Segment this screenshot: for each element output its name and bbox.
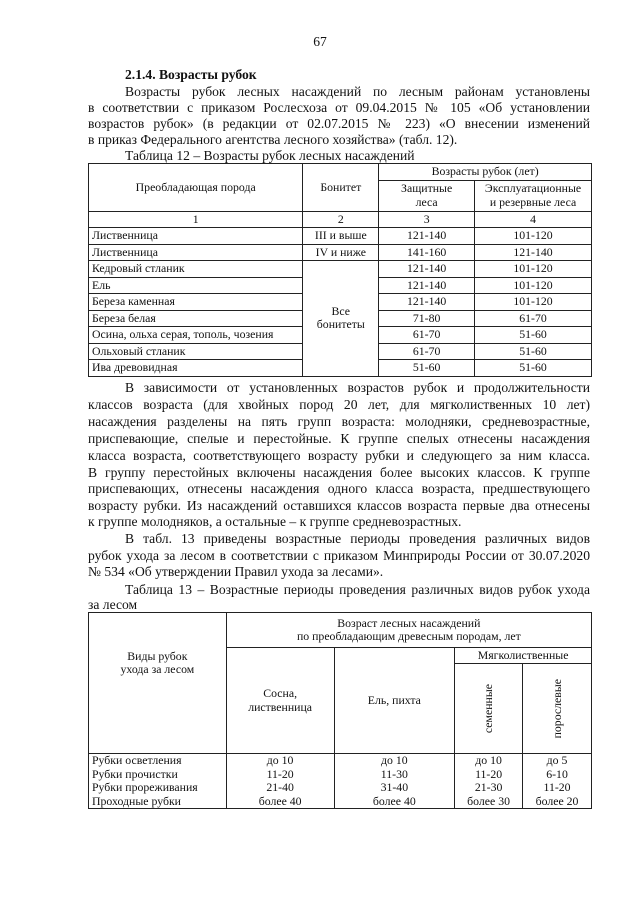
header-coppice: порослевые	[523, 664, 592, 754]
cell-value: более 40	[258, 793, 302, 808]
protective-cell: 61-70	[379, 343, 475, 360]
exploit-cell: 121-140	[475, 244, 592, 261]
col-num: 1	[89, 211, 303, 228]
para2-line: класса возраста, соответствующего возрасту рубки и следующего за ним класса.	[88, 448, 590, 463]
species-cell: Лиственница	[89, 228, 303, 245]
spruce-cell	[334, 754, 455, 809]
cell-value: 11-20	[543, 780, 571, 794]
protective-cell: 51-60	[379, 360, 475, 377]
protective-cell: 121-140	[379, 261, 475, 278]
para2-line: приспевающие, спелые и перестойные. К группе спелых отнесены насаждения	[88, 431, 590, 446]
species-cell: Ольховый стланик	[89, 343, 303, 360]
cell-value: Проходные рубки	[92, 793, 181, 808]
para2-line: В зависимости от установленных возрастов рубок и продолжительности	[125, 380, 590, 395]
header-types: Виды рубок ухода за лесом	[89, 613, 227, 754]
para2-line: В группу перестойных включены насаждения более высоких классов. К группе	[88, 465, 590, 480]
header-soft: Мягколиственные	[455, 648, 592, 664]
species-cell: Кедровый стланик	[89, 261, 303, 278]
cell-value: до 10	[381, 753, 408, 767]
para3-line: В табл. 13 приведены возрастные периоды проведения различных видов	[125, 531, 590, 546]
cell-value: до 10	[475, 753, 502, 767]
exploit-cell: 101-120	[475, 261, 592, 278]
cell-value: более 20	[535, 793, 579, 808]
exploit-cell: 61-70	[475, 310, 592, 327]
para2-line: к группе молодняков, а остальные – к группе средневозрастных.	[88, 514, 462, 529]
para2-line: насаждения разделены на пять групп возраста: молодняки, средневозрастные,	[88, 414, 590, 429]
para2-line: приспевающих, отнесены насаждения одного класса возраста, предшествующего	[88, 481, 590, 496]
species-cell: Береза каменная	[89, 294, 303, 311]
table12-caption: Таблица 12 – Возрасты рубок лесных насаждений	[125, 148, 415, 163]
table-row	[89, 228, 592, 245]
header-age: Возраст лесных насаждений по преобладающим древесным породам, лет	[226, 613, 591, 648]
species-cell: Береза белая	[89, 310, 303, 327]
header-seed: семенные	[455, 664, 523, 754]
header-species: Преобладающая порода	[89, 164, 303, 212]
cell-value: более 40	[372, 793, 416, 808]
exploit-cell: 51-60	[475, 343, 592, 360]
cell-value: Рубки осветления	[92, 753, 182, 767]
para3-line: рубок ухода за лесом в соответствии с приказом Минприроды России от 30.07.2020	[88, 548, 590, 563]
cell-value: 11-20	[475, 766, 503, 781]
bonitet-cell: Все бонитеты	[303, 261, 379, 377]
col-num: 3	[379, 211, 475, 228]
col-num: 4	[475, 211, 592, 228]
header-exploit: Эксплуатационные и резервные леса	[475, 180, 592, 211]
table13-caption: за лесом	[88, 597, 138, 612]
species-cell: Лиственница	[89, 244, 303, 261]
table-row	[89, 261, 592, 278]
bonitet-cell: III и выше	[303, 228, 379, 245]
species-cell: Осина, ольха серая, тополь, чозения	[89, 327, 303, 344]
protective-cell: 71-80	[379, 310, 475, 327]
para1-line: Возрасты рубок лесных насаждений по лесным районам установлены	[125, 84, 590, 99]
para1-line: возрастов рубок» (в редакции от 02.07.2015 № 223) «О внесении изменений	[88, 116, 590, 131]
pine-cell	[226, 754, 334, 809]
section-heading: 2.1.4. Возрасты рубок	[125, 67, 257, 82]
cell-value: до 5	[546, 753, 568, 767]
table-row	[89, 244, 592, 261]
cell-value: 21-30	[474, 780, 503, 794]
protective-cell: 121-140	[379, 294, 475, 311]
para1-line: в соответствии с приказом Рослесхоза от 09.04.2015 № 105 «Об установлении	[88, 100, 590, 115]
header-bonitet: Бонитет	[303, 164, 379, 212]
para1-line: в приказ Федерального агентства лесного хозяйства» (табл. 12).	[88, 132, 458, 147]
exploit-cell: 51-60	[475, 327, 592, 344]
protective-cell: 141-160	[379, 244, 475, 261]
col-num: 2	[303, 211, 379, 228]
cell-value: Рубки прочистки	[92, 766, 178, 781]
coppice-cell	[523, 754, 592, 809]
page-number: 67	[313, 34, 327, 49]
para2-line: возрасту рубки. Из насаждений оставшихся классов возраста первые два отнесены	[88, 498, 590, 513]
types-cell	[89, 754, 227, 809]
protective-cell: 121-140	[379, 277, 475, 294]
header-spruce: Ель, пихта	[334, 648, 455, 754]
bonitet-cell: IV и ниже	[303, 244, 379, 261]
cell-value: 11-30	[380, 766, 408, 781]
cell-value: 6-10	[546, 766, 568, 781]
cell-value: более 30	[467, 793, 511, 808]
exploit-cell: 101-120	[475, 277, 592, 294]
header-pine: Сосна, лиственница	[226, 648, 334, 754]
table13-caption: Таблица 13 – Возрастные периоды проведения различных видов рубок ухода	[125, 582, 590, 597]
header-protective: Защитные леса	[379, 180, 475, 211]
seed-cell	[455, 754, 523, 809]
protective-cell: 121-140	[379, 228, 475, 245]
exploit-cell: 51-60	[475, 360, 592, 377]
para2-line: классов возраста (для хвойных пород 20 лет, для мягколиственных 10 лет)	[88, 397, 590, 412]
table-12	[88, 163, 592, 377]
cell-value: до 10	[266, 753, 294, 767]
cell-value: 31-40	[380, 780, 409, 794]
exploit-cell: 101-120	[475, 228, 592, 245]
cell-value: Рубки прореживания	[92, 780, 198, 794]
protective-cell: 61-70	[379, 327, 475, 344]
cell-value: 11-20	[266, 766, 294, 781]
table-13	[88, 612, 592, 809]
para3-line: № 534 «Об утверждении Правил ухода за лесами».	[88, 564, 384, 579]
species-cell: Ель	[89, 277, 303, 294]
header-ages: Возрасты рубок (лет)	[379, 164, 592, 181]
cell-value: 21-40	[266, 780, 294, 794]
exploit-cell: 101-120	[475, 294, 592, 311]
species-cell: Ива древовидная	[89, 360, 303, 377]
